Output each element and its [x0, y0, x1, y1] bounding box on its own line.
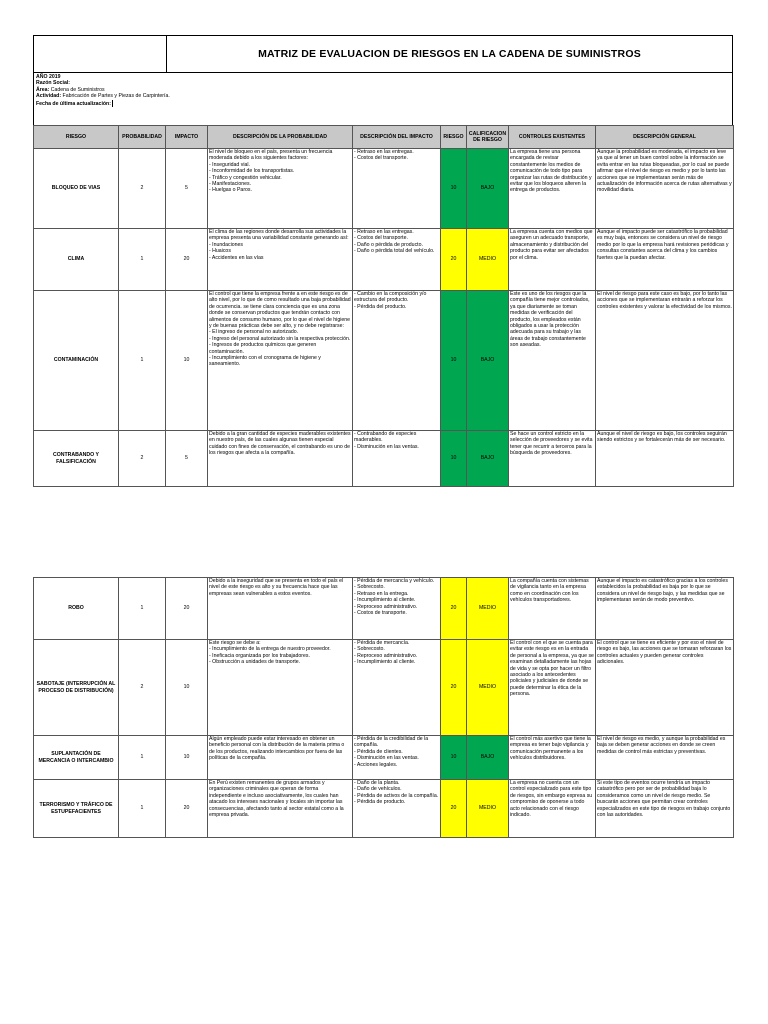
probability-cell: 1 — [119, 291, 166, 431]
existing-controls-cell: El control con el que se cuenta para evitar este riesgo es en la entrada de personal a la empresa, ya que se examinan detalladamente las hojas de vida y se opta por hacer un filtro asociado a los antecedentes policiales y judiciales de donde se puede determinar la ética de la persona. — [509, 640, 596, 736]
impact-description-cell: - Retraso en las entregas. - Costos del transporte. — [353, 149, 441, 229]
impact-description-cell: - Retraso en las entregas. - Costos del transporte. - Daño o pérdida de producto. - Daño o pérdida total del vehículo. — [353, 229, 441, 291]
area-value: Cadena de Suministros — [50, 86, 105, 93]
general-description-cell: El nivel de riesgo para este caso es bajo, por lo tanto las acciones que se implementaran entrarán a reforzar los controles existentes y valorar la efectividad de los mismos. — [596, 291, 734, 431]
table-row — [34, 229, 734, 291]
impact-cell: 5 — [166, 431, 208, 487]
risk-value-cell: 10 — [441, 149, 467, 229]
table-row — [34, 578, 734, 640]
table-row — [34, 431, 734, 487]
probability-cell: 1 — [119, 578, 166, 640]
table-row — [34, 149, 734, 229]
risk-rating-cell: BAJO — [467, 291, 509, 431]
table-row — [34, 736, 734, 780]
probability-cell: 2 — [119, 640, 166, 736]
impact-cell: 10 — [166, 291, 208, 431]
existing-controls-cell: La compañía cuenta con sistemas de vigilancia tanto en la empresa como en coordinación con los vehículos transportadores. — [509, 578, 596, 640]
risk-rating-cell: MEDIO — [467, 640, 509, 736]
impact-description-cell: - Contrabando de especies maderables. - Disminución en las ventas. — [353, 431, 441, 487]
risk-rating-cell: BAJO — [467, 149, 509, 229]
risk-table-2 — [33, 577, 734, 838]
probability-cell: 2 — [119, 431, 166, 487]
impact-description-cell: - Pérdida de mercancía. - Sobrecosto. - Reproceso administrativo. - Incumplimiento al cliente. — [353, 640, 441, 736]
area-label: Área: — [36, 86, 50, 93]
logo-cell — [34, 36, 167, 72]
header-impacto: IMPACTO — [166, 126, 208, 149]
header-desc-impacto: DESCRIPCIÓN DEL IMPACTO — [353, 126, 441, 149]
probability-description-cell: El clima de las regiones donde desarrolla sus actividades la empresa presenta una variabilidad constante generando así: - Inundaciones - Huaicos - Accidentes en las vías — [208, 229, 353, 291]
risk-name-cell: BLOQUEO DE VIAS — [34, 149, 119, 229]
risk-rating-cell: BAJO — [467, 736, 509, 780]
risk-value-cell: 20 — [441, 578, 467, 640]
risk-rating-cell: MEDIO — [467, 578, 509, 640]
risk-value-cell: 20 — [441, 780, 467, 838]
fecha-label: Fecha de última actualización: — [36, 100, 111, 107]
risk-value-cell: 20 — [441, 640, 467, 736]
header-calificacion: CALIFICACION DE RIESGO — [467, 126, 509, 149]
probability-description-cell: Algún empleado puede estar interesado en obtener un beneficio personal con la distribución de la materia prima o de los productos, realizando intercambios por fuera de las políticas de la compañía. — [208, 736, 353, 780]
header-desc-prob: DESCRIPCIÓN DE LA PROBABILIDAD — [208, 126, 353, 149]
probability-cell: 2 — [119, 149, 166, 229]
table-row — [34, 640, 734, 736]
probability-cell: 1 — [119, 229, 166, 291]
general-description-cell: Aunque el nivel de riesgo es bajo, los controles seguirán siendo estrictos y se fortalecerán más de ser necesario. — [596, 431, 734, 487]
probability-cell: 1 — [119, 736, 166, 780]
table-row — [34, 780, 734, 838]
impact-cell: 10 — [166, 736, 208, 780]
probability-description-cell: En Perú existen remanentes de grupos armados y organizaciones criminales que operan de forma independiente e incluso asociativamente, los cuales han atacado los intereses nacionales y locales sin importar las consecuencias, afectando tanto al sector estatal como a la empresa privada. — [208, 780, 353, 838]
impact-cell: 20 — [166, 780, 208, 838]
header-controles: CONTROLES EXISTENTES — [509, 126, 596, 149]
table-header-row — [34, 126, 734, 149]
risk-table-1 — [33, 125, 734, 487]
risk-rating-cell: BAJO — [467, 431, 509, 487]
table-row — [34, 291, 734, 431]
meta-block — [33, 73, 733, 125]
general-description-cell: El nivel de riesgo es medio, y aunque la probabilidad es baja se deben generar acciones en donde se creen medidas de control más estrictas y preventivas. — [596, 736, 734, 780]
impact-cell: 5 — [166, 149, 208, 229]
actividad-label: Actividad: — [36, 93, 62, 100]
risk-value-cell: 20 — [441, 229, 467, 291]
probability-description-cell: Debido a la gran cantidad de especies maderables existentes en nuestro país, de las cuales algunas tienen especial cuidado con fines de conservación, el contrabando es uno de los riesgos que afecta a la compañía. — [208, 431, 353, 487]
existing-controls-cell: La empresa tiene una persona encargada de revisar constantemente los medios de comunicación de todo tipo para organizar las rutas de distribución y evitar que los bloqueos alteren la entrega de productos. — [509, 149, 596, 229]
risk-value-cell: 10 — [441, 291, 467, 431]
actividad-value: Fabricación de Partes y Piezas de Carpintería. — [62, 93, 170, 100]
general-description-cell: Aunque el impacto es catastrófico gracias a los controles establecidos la probabilidad es baja por lo que se considera un nivel de riesgo bajo, y las medidas que se implementaran serán de modo preventivo. — [596, 578, 734, 640]
risk-name-cell: CONTRABANDO Y FALSIFICACIÓN — [34, 431, 119, 487]
document-title: MATRIZ DE EVALUACION DE RIESGOS EN LA CADENA DE SUMINISTROS — [258, 48, 641, 60]
year-label: AÑO 2019 — [36, 74, 61, 80]
general-description-cell: Si este tipo de eventos ocurre tendría un impacto catastrófico pero por ser de probabilidad baja lo consideramos como un nivel de riesgo medio. Se buscarán acciones que permitan crear controles especializados en este tipo de riesgos en trabajo conjunto con las autoridades. — [596, 780, 734, 838]
probability-description-cell: Debido a la inseguridad que se presenta en todo el país el nivel de este riesgo es alto y su frecuencia hace que las empresas sean vulnerables a estos eventos. — [208, 578, 353, 640]
risk-name-cell: CLIMA — [34, 229, 119, 291]
impact-cell: 10 — [166, 640, 208, 736]
existing-controls-cell: El control más asertivo que tiene la empresa es tener bajo vigilancia y comunicación permanente a los vehículos distribuidores. — [509, 736, 596, 780]
general-description-cell: Aunque la probabilidad es moderada, el impacto es leve ya que al tener un buen control sobre la información se evita entrar en las rutas bloqueadas, por lo cual se puede afirmar que el nivel de riesgo es medio y por lo tanto las acciones que se implementaran serán más de actualización de información acerca de rutas alternativas y movilidad diaria. — [596, 149, 734, 229]
impact-description-cell: - Cambio en la composición y/o estructura del producto. - Pérdida del producto. — [353, 291, 441, 431]
impact-cell: 20 — [166, 229, 208, 291]
header-desc-general: DESCRIPCIÓN GENERAL — [596, 126, 734, 149]
title-box — [33, 35, 733, 73]
header-riesgo: RIESGO — [34, 126, 119, 149]
existing-controls-cell: La empresa no cuenta con un control especializado para este tipo de riesgos, sin embargo expresa su compromiso de oponerse a todo acto relacionado con el riesgo indicado. — [509, 780, 596, 838]
risk-name-cell: SABOTAJE (INTERRUPCIÓN AL PROCESO DE DISTRIBUCIÓN) — [34, 640, 119, 736]
impact-description-cell: - Pérdida de la credibilidad de la compañía. - Pérdida de clientes. - Disminución en las ventas. - Acciones legales. — [353, 736, 441, 780]
risk-value-cell: 10 — [441, 736, 467, 780]
probability-description-cell: El nivel de bloqueo en el país, presenta un frecuencia moderada debido a los siguientes factores: - Inseguridad vial. - Inconformidad de los transportistas. - Tráfico y congestión vehicular. - Manifestaciones. - Huelgas o Paros. — [208, 149, 353, 229]
risk-name-cell: CONTAMINACIÓN — [34, 291, 119, 431]
risk-rating-cell: MEDIO — [467, 780, 509, 838]
risk-value-cell: 10 — [441, 431, 467, 487]
impact-description-cell: - Daño de la planta. - Daño de vehículos. - Pérdida de activos de la compañía. - Pérdida de producto. — [353, 780, 441, 838]
risk-rating-cell: MEDIO — [467, 229, 509, 291]
razon-social-label: Razón Social: — [36, 80, 71, 87]
impact-cell: 20 — [166, 578, 208, 640]
header-probabilidad: PROBABILIDAD — [119, 126, 166, 149]
probability-cell: 1 — [119, 780, 166, 838]
risk-name-cell: SUPLANTACIÓN DE MERCANCIA O INTERCAMBIO — [34, 736, 119, 780]
existing-controls-cell: Este es uno de los riesgos que la compañía tiene mejor controlados, ya que diariamente se toman medidas de verificación del producto, los empleados están obligados a usar la protección adecuada para su trabajo y las áreas de trabajo constantemente son aseadas. — [509, 291, 596, 431]
probability-description-cell: Este riesgo se debe a: - Incumplimiento de la entrega de nuestro proveedor. - Ineficacia organizada por los trabajadores. - Obstrucción a unidades de transporte. — [208, 640, 353, 736]
existing-controls-cell: La empresa cuenta con medios que aseguren un adecuado transporte, almacenamiento y distribución del producto para evitar ser afectados por el clima. — [509, 229, 596, 291]
general-description-cell: Aunque el impacto puede ser catastrófico la probabilidad es muy baja, entonces se considera un nivel de riesgo medio por lo que la empresa hará revisiones periódicas y consultas constantes acerca del clima y los cambios fuertes que la puedan afectar. — [596, 229, 734, 291]
general-description-cell: El control que se tiene es eficiente y por eso el nivel de riesgo es bajo, las acciones que se tomaran reforzaran los controles actuales y pueden generar controles adicionales. — [596, 640, 734, 736]
probability-description-cell: El control que tiene la empresa frente a en este riesgo es de alto nivel, por lo que de como resultado una baja probabilidad de ocurrencia. se tiene clara conciencia que es una zona donde se conservan productos que tendrán contacto con alimentos de consumo humano, por lo que el nivel de higiene y de buenas prácticas debe ser alto, y no debe registrarse: - El ingreso de personal no autorizado. - Ingreso del personal autorizado sin la respectiva protección. - Ingresos de productos químicos que generen contaminación. - Incumplimiento con el cronograma de higiene y saneamiento. — [208, 291, 353, 431]
risk-name-cell: TERRORISMO Y TRÁFICO DE ESTUPEFACIENTES — [34, 780, 119, 838]
risk-name-cell: ROBO — [34, 578, 119, 640]
impact-description-cell: - Pérdida de mercancía y vehículo. - Sobrecosto. - Retraso en la entrega. - Incumplimiento al cliente. - Reproceso administrativo. - Costos de transporte. — [353, 578, 441, 640]
header-riesgo-val: RIESGO — [441, 126, 467, 149]
text-cursor — [112, 100, 113, 107]
existing-controls-cell: Se hace un control estricto en la selección de proveedores y se evita tener que recurrir a terceros para la búsqueda de proveedores. — [509, 431, 596, 487]
